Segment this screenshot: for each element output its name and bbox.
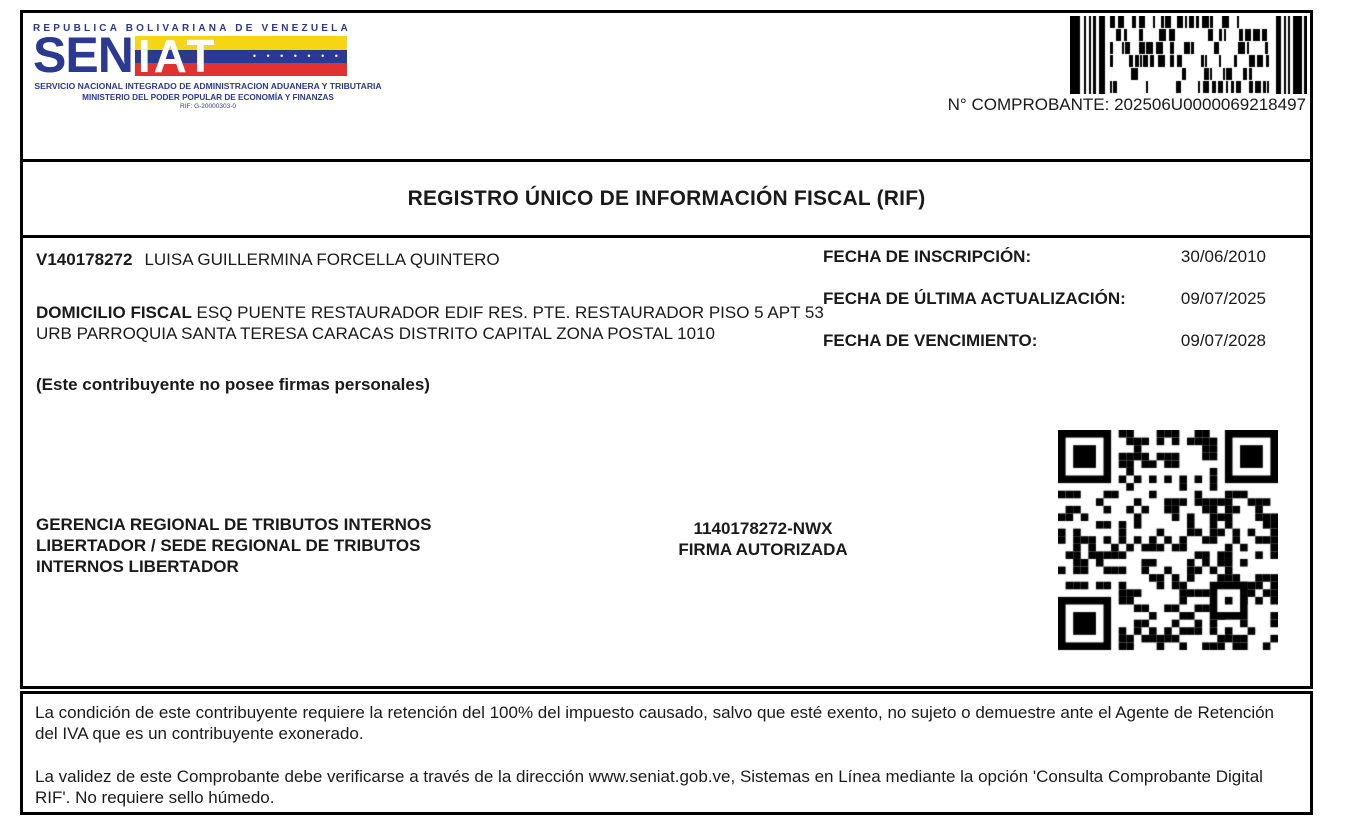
logo-iat-text: IAT bbox=[137, 36, 218, 76]
seniat-logo bbox=[33, 23, 383, 110]
fecha-inscripcion-value: 30/06/2010 bbox=[1180, 247, 1266, 266]
dates-block bbox=[823, 246, 1266, 372]
service-line-1: SERVICIO NACIONAL INTEGRADO DE ADMINISTRACION ADUANERA Y TRIBUTARIA bbox=[34, 81, 382, 91]
firmas-note: (Este contribuyente no posee firmas personales) bbox=[36, 375, 430, 394]
taxpayer-name: LUISA GUILLERMINA FORCELLA QUINTERO bbox=[144, 250, 500, 269]
firma-code: 1140178272-NWX bbox=[693, 519, 833, 538]
republic-line: REPUBLICA BOLIVARIANA DE VENEZUELA bbox=[33, 23, 351, 34]
service-line-2: MINISTERIO DEL PODER POPULAR DE ECONOMÍA Y FINANZAS bbox=[82, 93, 334, 102]
domicilio-label: DOMICILIO FISCAL bbox=[36, 303, 192, 322]
page-title: REGISTRO ÚNICO DE INFORMACIÓN FISCAL (RIF) bbox=[407, 186, 926, 210]
flag-stars: • • • • • • • bbox=[252, 51, 342, 61]
fecha-vencimiento-label: FECHA DE VENCIMIENTO: bbox=[823, 331, 1038, 350]
service-line-3: RIF: G-20000303-0 bbox=[179, 103, 236, 110]
title-bar bbox=[23, 162, 1310, 238]
logo-sen-text: SEN bbox=[33, 27, 133, 83]
date-row-inscripcion bbox=[823, 246, 1266, 267]
gerencia-regional: GERENCIA REGIONAL DE TRIBUTOS INTERNOS LIBERTADOR / SEDE REGIONAL DE TRIBUTOS INTERNOS LIBERTADOR bbox=[36, 515, 432, 576]
rif-number: V140178272 bbox=[36, 250, 133, 269]
fecha-actualizacion-label: FECHA DE ÚLTIMA ACTUALIZACIÓN: bbox=[823, 289, 1126, 308]
certificate-footer bbox=[20, 691, 1313, 815]
comprobante-value: 202506U0000069218497 bbox=[1114, 95, 1306, 114]
footer-paragraph-validez: La validez de este Comprobante debe verificarse a través de la dirección www.seniat.gob.ve, Sistemas en Línea mediante la opción 'Consulta Comprobante Digital RIF'. No requiere sello húmedo. bbox=[35, 767, 1263, 807]
pdf417-barcode-icon bbox=[1070, 16, 1307, 94]
qr-code-icon bbox=[1058, 430, 1278, 652]
firma-autorizada-block bbox=[603, 518, 923, 560]
date-row-actualizacion bbox=[823, 288, 1266, 309]
comprobante-label: N° COMPROBANTE: bbox=[947, 95, 1110, 114]
firma-label: FIRMA AUTORIZADA bbox=[678, 540, 848, 559]
venezuela-flag-icon bbox=[135, 36, 347, 76]
fecha-inscripcion-label: FECHA DE INSCRIPCIÓN: bbox=[823, 247, 1032, 266]
certificate-main bbox=[23, 238, 1310, 683]
rif-certificate bbox=[20, 10, 1313, 815]
fecha-vencimiento-value: 09/07/2028 bbox=[1180, 331, 1266, 350]
date-row-vencimiento bbox=[823, 330, 1266, 351]
taxpayer-row bbox=[36, 249, 500, 270]
fecha-actualizacion-value: 09/07/2025 bbox=[1180, 289, 1266, 308]
footer-paragraph-retencion: La condición de este contribuyente requiere la retención del 100% del impuesto causado, salvo que esté exento, no sujeto o demuestre ante el Agente de Retención del IVA que es un contribuyente exonerado. bbox=[35, 703, 1274, 743]
domicilio-fiscal bbox=[36, 302, 826, 344]
certificate-body bbox=[20, 10, 1313, 689]
comprobante-number bbox=[948, 95, 1306, 115]
certificate-header bbox=[23, 13, 1310, 162]
domicilio-text: ESQ PUENTE RESTAURADOR EDIF RES. PTE. RESTAURADOR PISO 5 APT 53 URB PARROQUIA SANTA TERESA CARACAS DISTRITO CAPITAL ZONA POSTAL 1010 bbox=[36, 303, 824, 343]
